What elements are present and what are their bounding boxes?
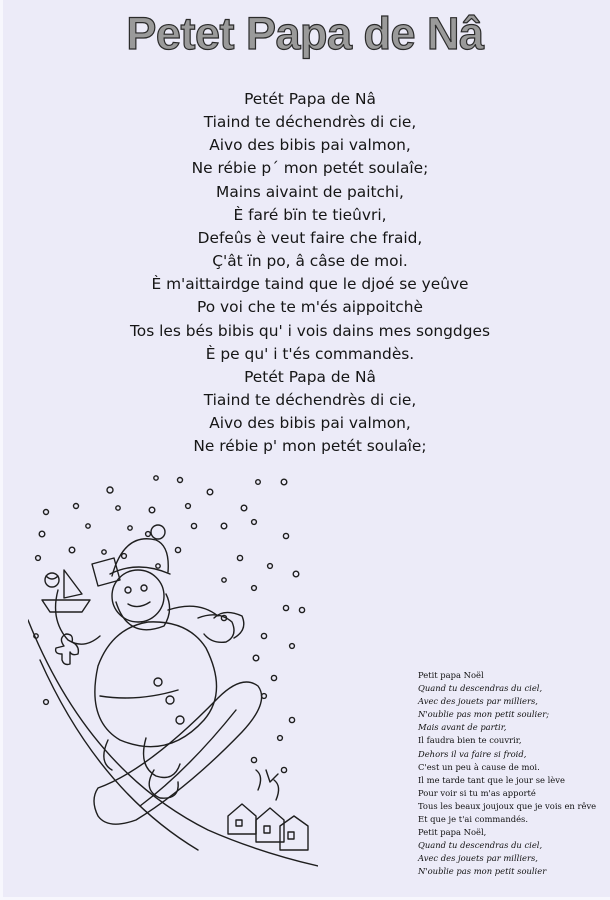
translation-line: C'est un peu à cause de moi. bbox=[418, 761, 540, 772]
translation-line: Quand tu descendras du ciel, bbox=[418, 840, 543, 851]
poem-line: Mains aivaint de paitchi, bbox=[216, 182, 404, 201]
poem-line: Aivo des bibis pai valmon, bbox=[209, 136, 411, 155]
translation-line: Pour voir si tu m'as apporté bbox=[418, 787, 536, 798]
santa-snowboard-illustration bbox=[28, 470, 318, 870]
santa-body bbox=[95, 622, 217, 747]
translation-line: Dehors il va faire si froid, bbox=[418, 748, 527, 759]
french-translation bbox=[418, 669, 608, 879]
translation-line: Tous les beaux joujoux que je vois en rêve bbox=[418, 800, 597, 811]
snowboard bbox=[94, 682, 262, 824]
poem-line: Defeûs è veut faire che fraid, bbox=[197, 228, 423, 247]
poem-line: Tiaind te déchendrès di cie, bbox=[203, 113, 417, 132]
translation-line: Il me tarde tant que le jour se lève bbox=[418, 774, 565, 785]
poem-line: Ne rébie p' mon petét soulaîe; bbox=[193, 437, 427, 456]
poem-line: Ç'ât ïn po, â câse de moi. bbox=[212, 252, 408, 271]
translation-line: Il faudra bien te couvrir, bbox=[418, 735, 522, 746]
village-houses bbox=[228, 770, 308, 850]
page-title: Petet Papa de Nâ bbox=[126, 8, 484, 59]
poem-line: Tos les bés bibis qu' i vois dains mes songdges bbox=[130, 321, 490, 340]
poem-line: È m'aittairdge taind que le djoé se yeûve bbox=[151, 275, 469, 294]
poem-line: Aivo des bibis pai valmon, bbox=[209, 414, 411, 433]
translation-line: Avec des jouets par milliers, bbox=[418, 696, 538, 707]
translation-line: Petit papa Noël, bbox=[418, 827, 487, 838]
patois-poem bbox=[95, 88, 525, 459]
poem-line: È pe qu' i t'és commandès. bbox=[205, 344, 415, 363]
translation-line: Mais avant de partir, bbox=[418, 722, 507, 733]
poem-line: Petét Papa de Nâ bbox=[244, 90, 376, 108]
translation-line: Petit papa Noël bbox=[418, 670, 484, 680]
translation-line: Avec des jouets par milliers, bbox=[418, 853, 538, 864]
translation-line: Quand tu descendras du ciel, bbox=[418, 683, 543, 694]
poem-line: Petét Papa de Nâ bbox=[244, 367, 376, 386]
translation-line: N'oublie pas mon petit soulier bbox=[418, 866, 547, 877]
poem-line: È faré bïn te tieûvri, bbox=[233, 205, 387, 224]
translation-line: N'oublie pas mon petit soulier; bbox=[418, 709, 550, 720]
poem-line: Po voi che te m'és aippoitchè bbox=[197, 298, 423, 317]
poem-line: Tiaind te déchendrès di cie, bbox=[203, 391, 417, 410]
snowflakes bbox=[34, 476, 305, 773]
toy-boat bbox=[42, 570, 90, 612]
poem-line: Ne rébie p´ mon petét soulaîe; bbox=[191, 159, 429, 178]
translation-line: Et que je t'ai commandés. bbox=[418, 814, 529, 825]
